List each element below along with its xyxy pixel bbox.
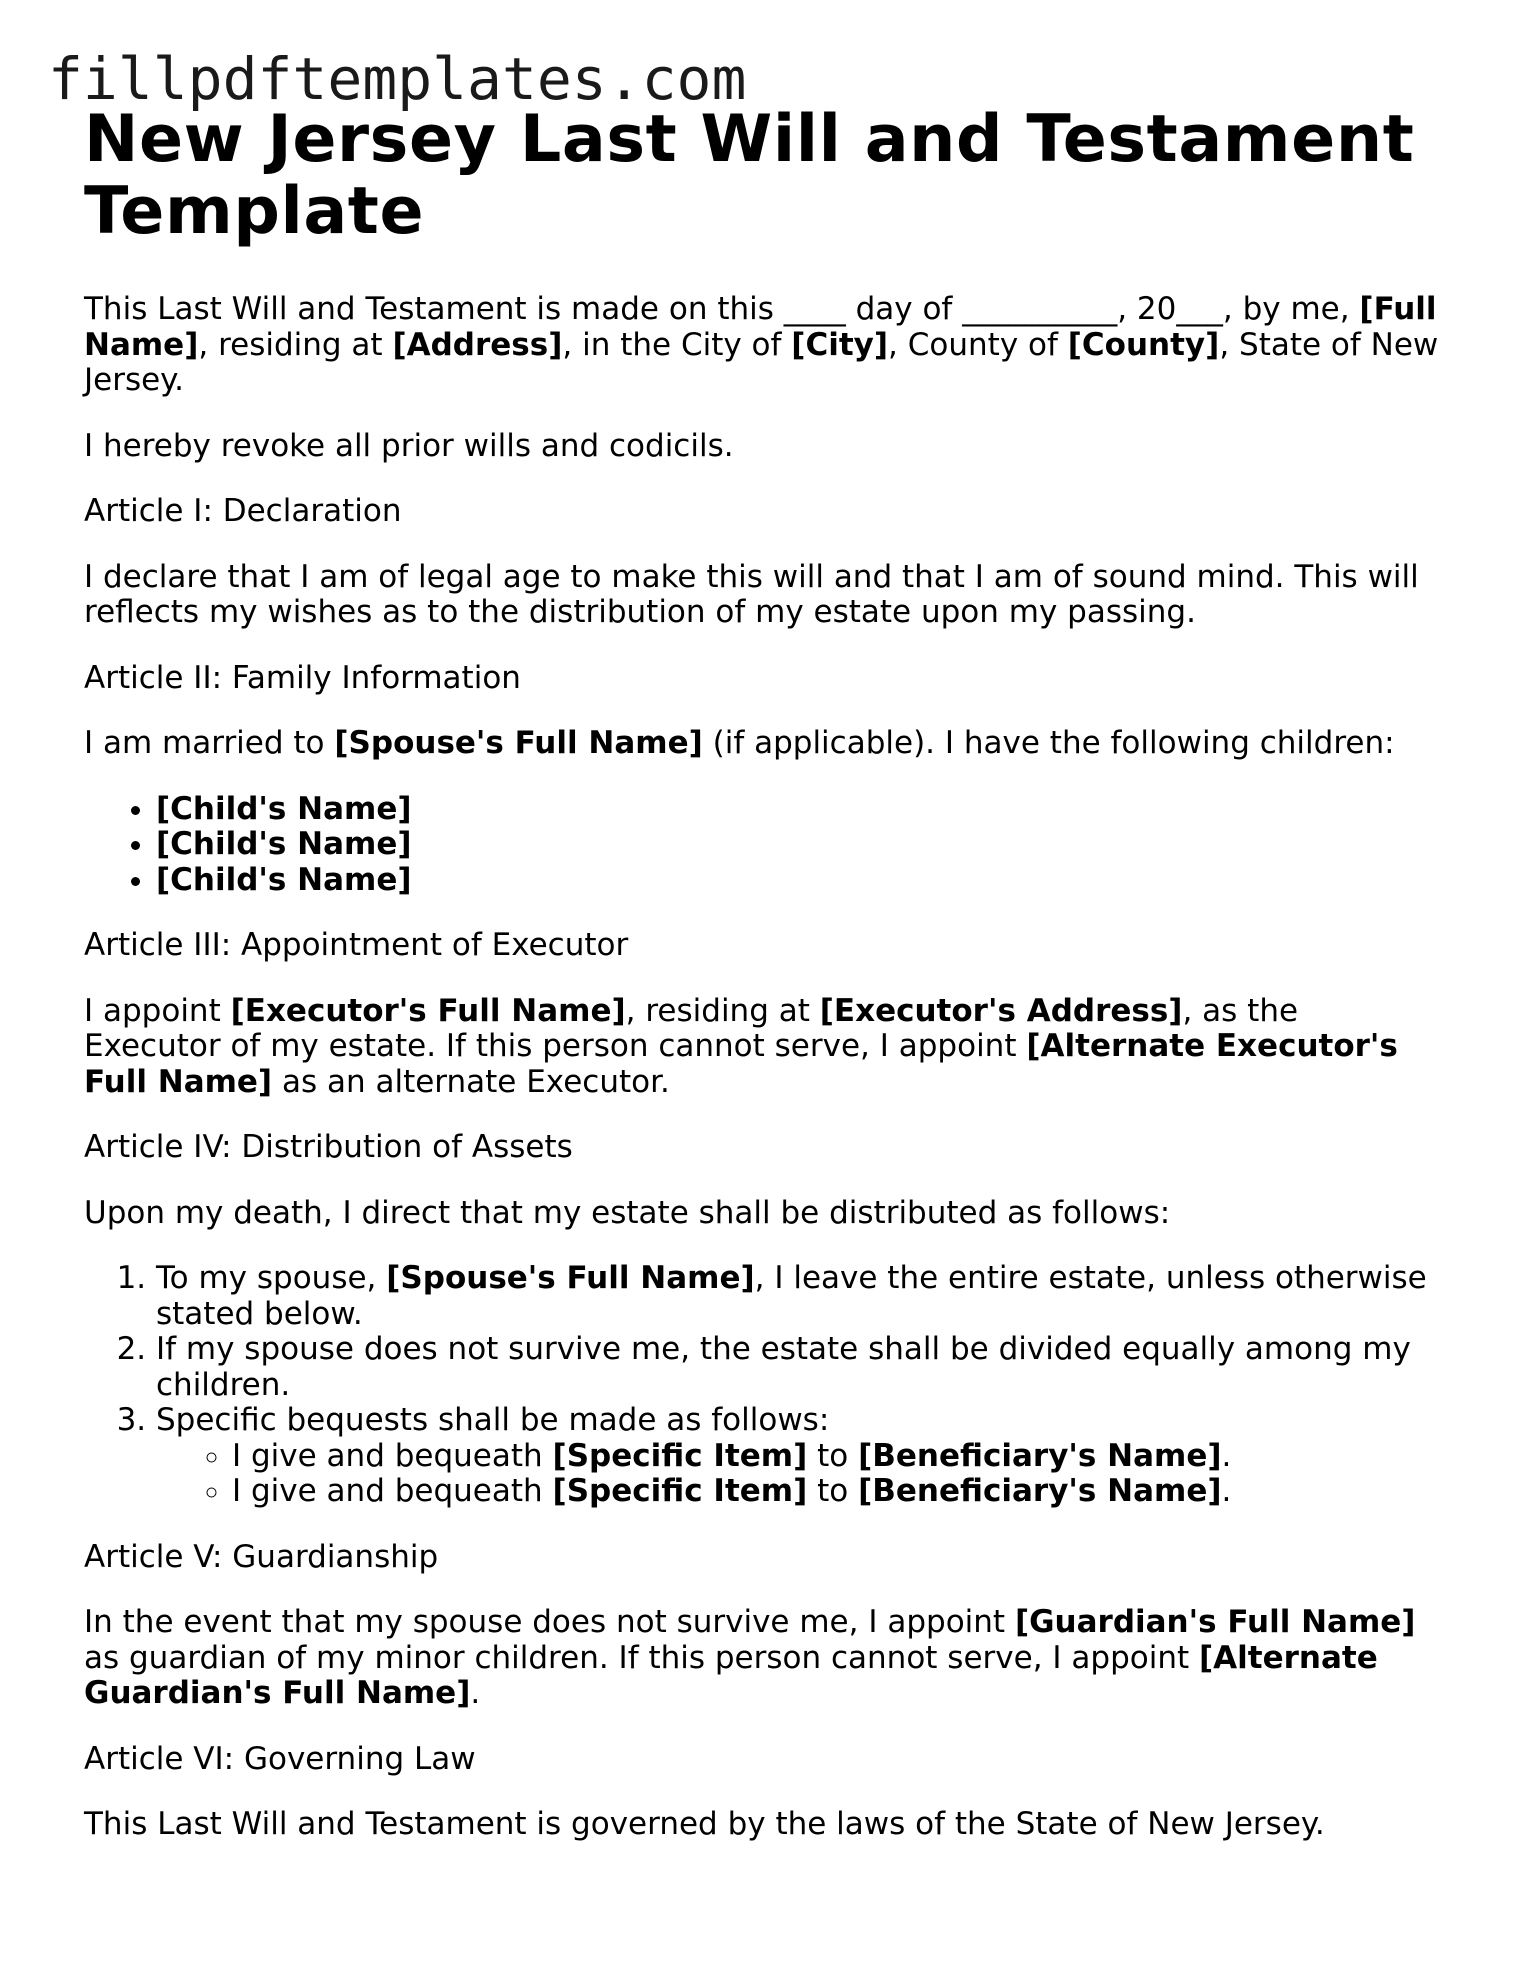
- placeholder-beneficiary-name: [Beneficiary's Name]: [858, 1473, 1222, 1509]
- list-item: [156, 1261, 1444, 1332]
- placeholder-child-name: [Child's Name]: [156, 790, 412, 827]
- placeholder-child-name: [Child's Name]: [156, 826, 412, 862]
- intro-text: , County of: [888, 326, 1068, 363]
- article-3-fragment: as an alternate Executor.: [272, 1063, 670, 1100]
- article-3-text: [84, 994, 1444, 1101]
- list-item: [156, 1403, 1444, 1510]
- bequest-list: [156, 1439, 1444, 1510]
- item-fragment: To my spouse,: [156, 1260, 387, 1296]
- placeholder-city: [City]: [791, 326, 889, 363]
- revocation-paragraph: I hereby revoke all prior wills and codicils.: [84, 427, 734, 464]
- item-fragment: , I leave the entire estate, unless otherwise stated below.: [156, 1260, 1427, 1332]
- intro-paragraph: [84, 292, 1444, 399]
- placeholder-county: [County]: [1067, 326, 1220, 363]
- document-body: [84, 104, 1444, 1843]
- intro-text: , in the City of: [562, 326, 792, 363]
- list-item: [156, 827, 1444, 863]
- list-item: 2. If my spouse does not survive me, the estate shall be divided equally among my children.: [156, 1332, 1444, 1403]
- bequest-fragment: to: [807, 1473, 859, 1509]
- list-item: [156, 863, 1444, 899]
- article-1-text: I declare that I am of legal age to make this will and that I am of sound mind. This will reflects my wishes as to the distribution of my estate upon my passing.: [84, 558, 1419, 630]
- placeholder-specific-item: [Specific Item]: [552, 1473, 808, 1509]
- placeholder-executor-address: [Executor's Address]: [819, 992, 1183, 1029]
- article-2-fragment: I am married to: [84, 725, 335, 761]
- watermark: fillpdftemplates.com: [48, 45, 747, 113]
- placeholder-address: [Address]: [392, 326, 563, 363]
- article-6-heading: Article VI: Governing Law: [84, 1740, 476, 1777]
- article-4-lead: Upon my death, I direct that my estate shall be distributed as follows:: [84, 1194, 1171, 1231]
- intro-text: This Last Will and Testament is made on this ____ day of __________, 20___, by me,: [84, 291, 1360, 327]
- article-1-heading: Article I: Declaration: [84, 493, 402, 529]
- article-2-text: [84, 726, 1444, 762]
- bequest-fragment: I give and bequeath: [232, 1473, 553, 1509]
- children-list: [84, 792, 1444, 899]
- item-fragment: Specific bequests shall be made as follows:: [156, 1402, 830, 1438]
- article-3-heading: Article III: Appointment of Executor: [84, 927, 629, 963]
- placeholder-child-name: [Child's Name]: [156, 861, 412, 898]
- intro-text: , State of New Jersey.: [84, 326, 1439, 398]
- article-5-fragment: .: [470, 1675, 481, 1711]
- placeholder-specific-item: [Specific Item]: [552, 1437, 808, 1474]
- article-2-heading: Article II: Family Information: [84, 659, 521, 696]
- list-item: [156, 792, 1444, 828]
- placeholder-executor-name: [Executor's Full Name]: [230, 992, 626, 1029]
- article-3-fragment: , as the Executor of my estate. If this person cannot serve, I appoint: [84, 992, 1299, 1064]
- article-2-fragment: (if applicable). I have the following children:: [702, 725, 1395, 761]
- placeholder-spouse-name: [Spouse's Full Name]: [334, 725, 703, 761]
- bequest-fragment: .: [1221, 1473, 1232, 1509]
- article-5-fragment: In the event that my spouse does not survive me, I appoint: [84, 1604, 1015, 1640]
- list-item: [232, 1474, 1444, 1510]
- article-5-fragment: as guardian of my minor children. If this person cannot serve, I appoint: [84, 1639, 1199, 1676]
- article-5-heading: Article V: Guardianship: [84, 1538, 439, 1575]
- list-item: [232, 1439, 1444, 1475]
- placeholder-full-name: [Full Name]: [84, 291, 1437, 363]
- article-4-heading: Article IV: Distribution of Assets: [84, 1129, 573, 1165]
- placeholder-alternate-executor-name: [Alternate Executor's Full Name]: [84, 1028, 1398, 1100]
- placeholder-spouse-name: [Spouse's Full Name]: [386, 1260, 755, 1296]
- placeholder-alternate-guardian-name: [Alternate Guardian's Full Name]: [84, 1639, 1378, 1711]
- placeholder-beneficiary-name: [Beneficiary's Name]: [858, 1437, 1222, 1474]
- bequest-fragment: I give and bequeath: [232, 1437, 553, 1474]
- bequest-fragment: .: [1221, 1437, 1232, 1474]
- page-title: New Jersey Last Will and Testament Template: [84, 102, 1415, 249]
- article-5-text: [84, 1605, 1444, 1712]
- intro-text: , residing at: [198, 326, 393, 363]
- bequest-fragment: to: [807, 1437, 859, 1474]
- placeholder-guardian-name: [Guardian's Full Name]: [1014, 1604, 1416, 1640]
- article-3-fragment: I appoint: [84, 992, 231, 1029]
- distribution-list: [84, 1261, 1444, 1510]
- article-3-fragment: , residing at: [625, 992, 820, 1029]
- article-6-text: This Last Will and Testament is governed by the laws of the State of New Jersey.: [84, 1806, 1325, 1842]
